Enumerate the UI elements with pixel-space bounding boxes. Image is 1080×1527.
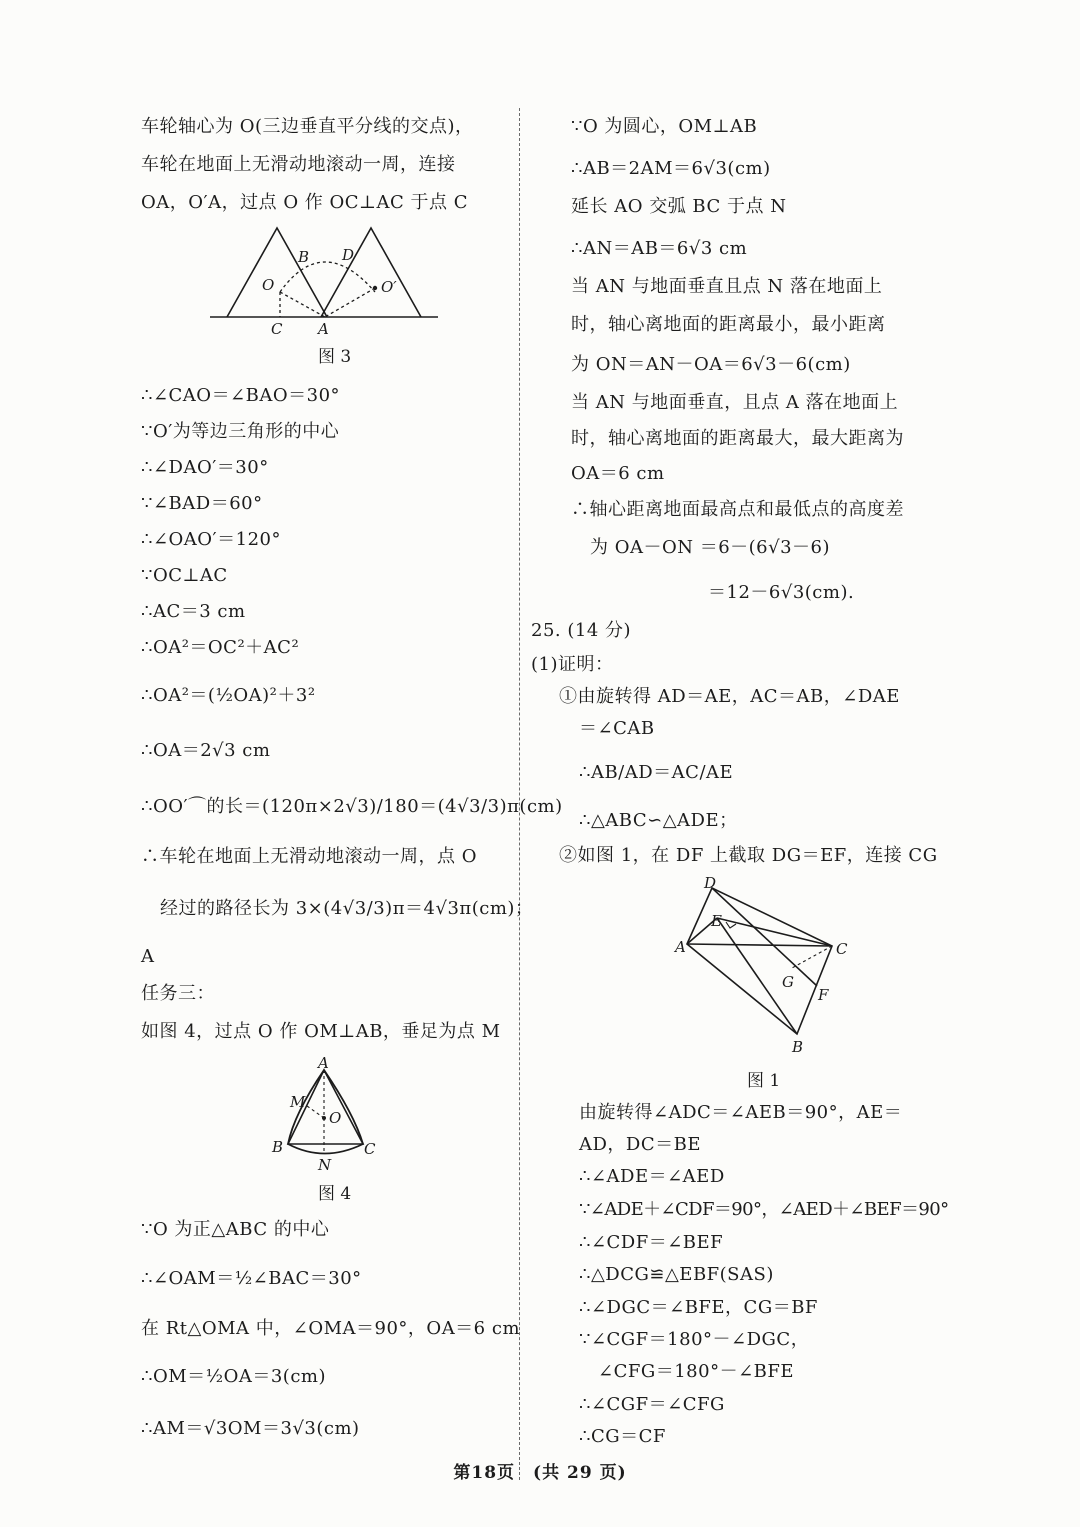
- right-line-19: ∴△ABC∽△ADE；: [579, 810, 738, 831]
- fig1-label-d: D: [704, 874, 717, 892]
- right-line-16: ①由旋转得 AD＝AE，AC＝AB，∠DAE: [559, 686, 900, 707]
- fig4-label-b: B: [272, 1138, 284, 1156]
- fig4-label-n: N: [318, 1156, 332, 1174]
- right-line-2: ∴AB＝2AM＝6√3(cm): [571, 158, 771, 179]
- right-line-13: ＝12－6√3(cm).: [708, 582, 855, 603]
- left-line-3: OA，O′A，过点 O 作 OC⊥AC 于点 C: [141, 192, 468, 213]
- left-line-17: A: [141, 946, 155, 967]
- fig1-caption: 图 1: [747, 1071, 781, 1091]
- right-line-22: AD，DC＝BE: [579, 1134, 702, 1155]
- right-line-9: 时，轴心离地面的距离最大，最大距离为: [571, 428, 904, 449]
- fig3-label-d: D: [342, 246, 355, 264]
- fig3-label-c: C: [271, 320, 283, 338]
- left-line-6: ∴∠DAO′＝30°: [141, 457, 269, 478]
- right-line-8: 当 AN 与地面垂直，且点 A 落在地面上: [571, 392, 899, 413]
- right-line-5: 当 AN 与地面垂直且点 N 落在地面上: [571, 276, 883, 297]
- left-line-19: 如图 4，过点 O 作 OM⊥AB，垂足为点 M: [141, 1021, 501, 1042]
- fig4-caption: 图 4: [318, 1184, 352, 1204]
- right-line-26: ∴△DCG≌△EBF(SAS): [579, 1264, 774, 1285]
- fig1-label-b: B: [792, 1038, 804, 1056]
- left-line-15: ∴车轮在地面上无滑动地滚动一周，点 O: [141, 846, 477, 867]
- right-line-24: ∵∠ADE＋∠CDF＝90°，∠AED＋∠BEF＝90°: [579, 1199, 949, 1220]
- fig4-label-m: M: [290, 1093, 306, 1111]
- left-line-5: ∵O′为等边三角形的中心: [141, 421, 340, 442]
- right-line-20: ②如图 1，在 DF 上截取 DG＝EF，连接 CG: [559, 845, 938, 866]
- right-line-14: 25. (14 分): [531, 620, 632, 641]
- right-line-3: 延长 AO 交弧 BC 于点 N: [571, 196, 787, 217]
- fig4-label-c: C: [364, 1140, 376, 1158]
- right-line-17: ＝∠CAB: [579, 718, 655, 739]
- right-line-18: ∴AB/AD＝AC/AE: [579, 762, 734, 783]
- fig1-label-a: A: [675, 938, 686, 956]
- right-line-12: 为 OA－ON ＝6－(6√3－6): [590, 537, 831, 558]
- left-line-21: ∴∠OAM＝½∠BAC＝30°: [141, 1268, 362, 1289]
- right-line-6: 时，轴心离地面的距离最小，最小距离: [571, 314, 886, 335]
- left-line-24: ∴AM＝√3OM＝3√3(cm): [141, 1418, 360, 1439]
- right-line-1: ∵O 为圆心，OM⊥AB: [571, 116, 758, 137]
- left-line-14: ∴OO′⌒的长＝(120π×2√3)/180＝(4√3/3)π(cm): [141, 796, 563, 817]
- right-line-21: 由旋转得∠ADC＝∠AEB＝90°，AE＝: [579, 1102, 903, 1123]
- left-line-23: ∴OM＝½OA＝3(cm): [141, 1366, 326, 1387]
- fig1-label-c: C: [836, 940, 848, 958]
- left-line-2: 车轮在地面上无滑动地滚动一周，连接: [141, 154, 456, 175]
- left-line-20: ∵O 为正△ABC 的中心: [141, 1219, 330, 1240]
- fig4-label-o: O: [329, 1109, 342, 1127]
- right-line-29: ∠CFG＝180°－∠BFE: [598, 1361, 795, 1382]
- right-line-25: ∴∠CDF＝∠BEF: [579, 1232, 724, 1253]
- left-line-4: ∴∠CAO＝∠BAO＝30°: [141, 385, 341, 406]
- fig1-label-f: F: [818, 986, 829, 1004]
- fig3-label-o-prime: O′: [381, 278, 397, 296]
- fig1-label-g: G: [782, 973, 794, 991]
- figure-1: [672, 876, 862, 1061]
- right-line-23: ∴∠ADE＝∠AED: [579, 1166, 725, 1187]
- right-line-15: (1)证明：: [531, 654, 614, 675]
- figure-3: [205, 222, 445, 342]
- figure-4: [262, 1054, 392, 1176]
- fig1-label-e: E: [711, 912, 722, 930]
- left-line-8: ∴∠OAO′＝120°: [141, 529, 281, 550]
- left-line-22: 在 Rt△OMA 中，∠OMA＝90°，OA＝6 cm: [141, 1318, 521, 1339]
- left-line-13: ∴OA＝2√3 cm: [141, 740, 271, 761]
- fig3-label-a: A: [318, 320, 329, 338]
- left-line-16: 经过的路径长为 3×(4√3/3)π＝4√3π(cm)；: [160, 898, 534, 919]
- page-footer: 第18页 (共 29 页): [453, 1463, 627, 1483]
- fig4-label-a: A: [318, 1054, 329, 1072]
- left-line-12: ∴OA²＝(½OA)²＋3²: [141, 685, 316, 706]
- right-line-10: OA＝6 cm: [571, 463, 665, 484]
- fig3-label-o: O: [262, 276, 275, 294]
- left-line-18: 任务三：: [141, 983, 215, 1004]
- left-line-9: ∵OC⊥AC: [141, 565, 228, 586]
- right-line-27: ∴∠DGC＝∠BFE，CG＝BF: [579, 1297, 818, 1318]
- fig3-label-b: B: [298, 248, 310, 266]
- right-line-30: ∴∠CGF＝∠CFG: [579, 1394, 725, 1415]
- right-line-4: ∴AN＝AB＝6√3 cm: [571, 238, 748, 259]
- left-line-10: ∴AC＝3 cm: [141, 601, 246, 622]
- fig3-caption: 图 3: [318, 347, 352, 367]
- right-line-31: ∴CG＝CF: [579, 1426, 666, 1447]
- left-line-7: ∵∠BAD＝60°: [141, 493, 263, 514]
- right-line-11: ∴轴心距离地面最高点和最低点的高度差: [571, 499, 904, 520]
- right-line-7: 为 ON＝AN－OA＝6√3－6(cm): [571, 354, 851, 375]
- left-line-1: 车轮轴心为 O(三边垂直平分线的交点)，: [141, 116, 474, 137]
- right-line-28: ∵∠CGF＝180°－∠DGC，: [579, 1329, 810, 1350]
- column-divider: [519, 108, 520, 1480]
- left-line-11: ∴OA²＝OC²＋AC²: [141, 637, 300, 658]
